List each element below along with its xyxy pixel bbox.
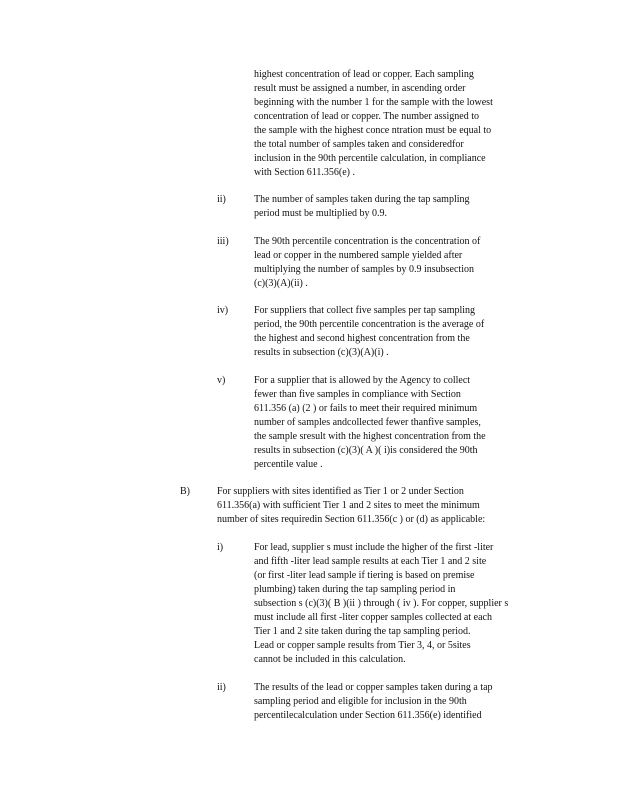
text-line: The 90th percentile concentration is the concentration of: [254, 236, 481, 247]
item-iii-text: [254, 235, 540, 291]
item-marker: iii): [217, 236, 229, 247]
section-marker: B): [180, 486, 190, 497]
text-line: period must be multiplied by 0.9.: [254, 208, 388, 219]
text-line: Tier 1 and 2 site taken during the tap sampling period.: [254, 626, 471, 637]
text-line: Lead or copper sample results from Tier 3, 4, or 5sites: [254, 640, 471, 651]
item-iv-text: [254, 304, 540, 360]
text-line: 611.356(a) with sufficient Tier 1 and 2 sites to meet the minimum: [217, 500, 480, 511]
text-line: 611.356 (a) (2 ) or fails to meet their required minimum: [254, 403, 478, 414]
text-line: number of sites requiredin Section 611.356(c ) or (d) as applicable:: [217, 514, 486, 525]
item-marker: i): [217, 542, 224, 553]
text-line: with Section 611.356(e) .: [254, 167, 356, 178]
paragraph-continuation: [254, 68, 540, 180]
text-line: number of samples andcollected fewer thanfive samples,: [254, 417, 481, 428]
text-line: the sample sresult with the highest concentration from the: [254, 431, 486, 442]
text-line: For lead, supplier s must include the higher of the first -liter: [254, 542, 494, 553]
item-v-text: [254, 374, 540, 472]
item-marker: v): [217, 375, 226, 386]
text-line: For suppliers with sites identified as Tier 1 or 2 under Section: [217, 486, 464, 497]
text-line: inclusion in the 90th percentile calculation, in compliance: [254, 153, 486, 164]
text-line: percentile value .: [254, 459, 323, 470]
text-line: and fifth -liter lead sample results at each Tier 1 and 2 site: [254, 556, 487, 567]
text-line: the highest and second highest concentration from the: [254, 333, 470, 344]
item-ii-b-text: [254, 681, 544, 723]
text-line: For a supplier that is allowed by the Agency to collect: [254, 375, 471, 386]
text-line: lead or copper in the numbered sample yielded after: [254, 250, 463, 261]
text-line: plumbing) taken during the tap sampling period in: [254, 584, 456, 595]
text-line: must include all first -liter copper samples collected at each: [254, 612, 492, 623]
item-marker: ii): [217, 194, 226, 205]
section-b-text: [217, 485, 537, 527]
text-line: sampling period and eligible for inclusion in the 90th: [254, 696, 467, 707]
text-line: percentilecalculation under Section 611.356(e) identified: [254, 710, 482, 721]
text-line: cannot be included in this calculation.: [254, 654, 406, 665]
text-line: subsection s (c)(3)( B )(ii ) through ( iv ). For copper, supplier s: [254, 598, 509, 609]
text-line: (or first -liter lead sample if tiering is based on premise: [254, 570, 475, 581]
text-line: The number of samples taken during the tap sampling: [254, 194, 470, 205]
text-line: multiplying the number of samples by 0.9 insubsection: [254, 264, 474, 275]
text-line: the total number of samples taken and consideredfor: [254, 139, 464, 150]
item-i-text: [254, 541, 544, 667]
item-marker: ii): [217, 682, 226, 693]
text-line: period, the 90th percentile concentration is the average of: [254, 319, 485, 330]
text-line: results in subsection (c)(3)(A)(i) .: [254, 347, 389, 358]
text-line: For suppliers that collect five samples per tap sampling: [254, 305, 476, 316]
item-ii-text: [254, 193, 540, 221]
text-line: result must be assigned a number, in ascending order: [254, 83, 466, 94]
text-line: the sample with the highest conce ntration must be equal to: [254, 125, 492, 136]
text-line: concentration of lead or copper. The number assigned to: [254, 111, 480, 122]
text-line: The results of the lead or copper samples taken during a tap: [254, 682, 493, 693]
text-line: beginning with the number 1 for the sample with the lowest: [254, 97, 493, 108]
text-line: highest concentration of lead or copper. Each sampling: [254, 69, 474, 80]
text-line: fewer than five samples in compliance with Section: [254, 389, 461, 400]
text-line: results in subsection (c)(3)( A )( i)is considered the 90th: [254, 445, 478, 456]
text-line: (c)(3)(A)(ii) .: [254, 278, 308, 289]
item-marker: iv): [217, 305, 229, 316]
